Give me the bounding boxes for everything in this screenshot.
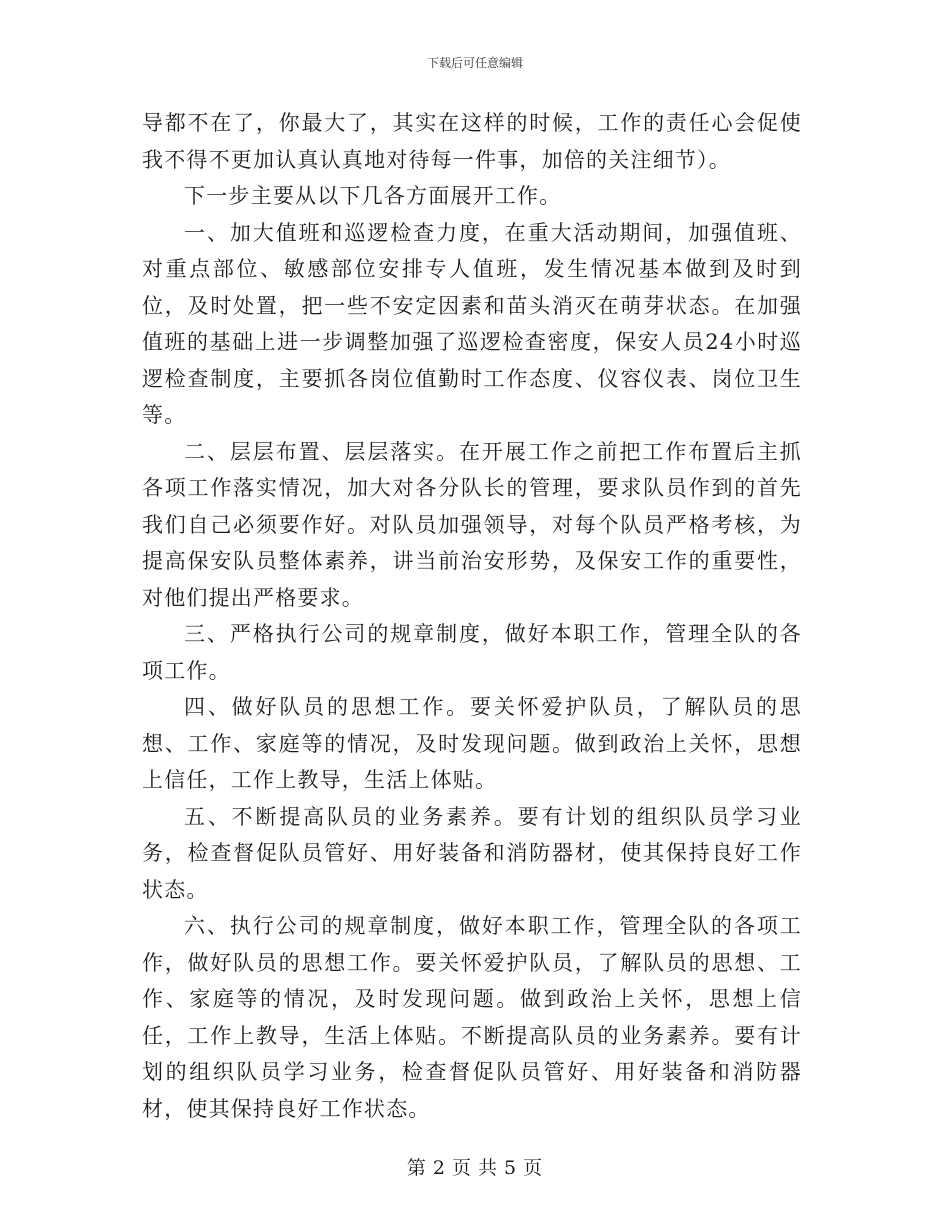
paragraph-continuation: 导都不在了，你最大了，其实在这样的时候，工作的责任心会促使我不得不更加认真认真地对待每一件事，加倍的关注细节）。 xyxy=(142,111,802,172)
paragraph-item-4: 四、做好队员的思想工作。要关怀爱护队员，了解队员的思想、工作、家庭等的情况，及时发现问题。做到政治上关怀，思想上信任，工作上教导，生活上体贴。 xyxy=(142,695,802,792)
page-number-footer xyxy=(0,1153,950,1180)
footer-page-word: 页 xyxy=(451,1157,472,1179)
footer-suffix: 页 xyxy=(523,1157,544,1179)
footer-total-prefix: 共 xyxy=(478,1157,499,1179)
footer-prefix: 第 xyxy=(406,1157,427,1179)
paragraph-intro: 下一步主要从以下几各方面展开工作。 xyxy=(184,184,562,208)
footer-current-page: 2 xyxy=(432,1157,446,1179)
paragraph-item-5: 五、不断提高队员的业务素养。要有计划的组织队员学习业务，检查督促队员管好、用好装备和消防器材，使其保持良好工作状态。 xyxy=(142,804,802,902)
paragraph-item-1: 一、加大值班和巡逻检查力度，在重大活动期间，加强值班、对重点部位、敏感部位安排专人值班，发生情况基本做到及时到位，及时处置，把一些不安定因素和苗头消灭在萌芽状态。在加强值班的基础上进一步调整加强了巡逻检查密度，保安人员24小时巡逻检查制度，主要抓各岗位值勤时工作态度、仪容仪表、岗位卫生等。 xyxy=(142,220,802,427)
footer-total-pages: 5 xyxy=(504,1157,518,1179)
paragraph-item-2: 二、层层布置、层层落实。在开展工作之前把工作布置后主抓各项工作落实情况，加大对各分队长的管理，要求队员作到的首先我们自己必须要作好。对队员加强领导，对每个队员严格考核，为提高保安队员整体素养，讲当前治安形势，及保安工作的重要性，对他们提出严格要求。 xyxy=(142,439,802,610)
paragraph-item-3: 三、严格执行公司的规章制度，做好本职工作，管理全队的各项工作。 xyxy=(142,622,802,683)
document-body xyxy=(142,105,802,1127)
paragraph-item-6: 六、执行公司的规章制度，做好本职工作，管理全队的各项工作，做好队员的思想工作。要关怀爱护队员，了解队员的思想、工作、家庭等的情况，及时发现问题。做到政治上关怀，思想上信任，工作上教导，生活上体贴。不断提高队员的业务素养。要有计划的组织队员学习业务，检查督促队员管好、用好装备和消防器材，使其保持良好工作状态。 xyxy=(142,914,802,1121)
header-note: 下载后可任意编辑 xyxy=(426,56,523,70)
